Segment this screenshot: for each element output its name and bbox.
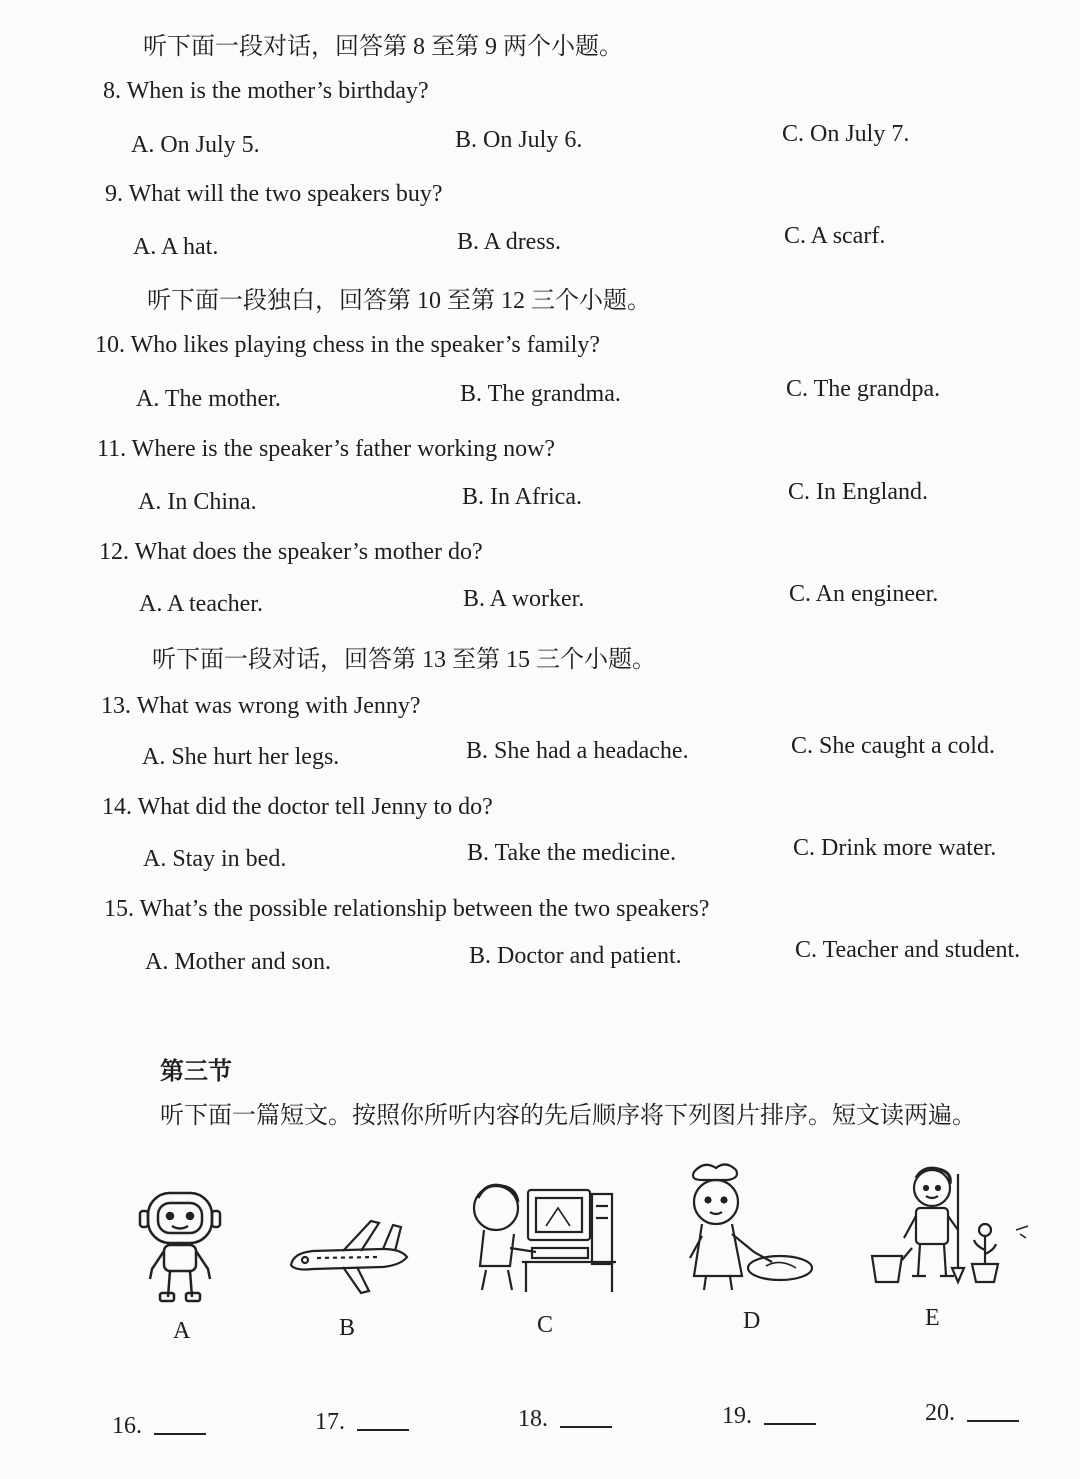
question-14: 14. What did the doctor tell Jenny to do? [102,794,493,820]
q10-option-c: C. The grandpa. [786,376,941,402]
q9-option-c: C. A scarf. [784,223,886,249]
q11-option-a: A. In China. [138,489,257,515]
instruction-8-9: 听下面一段对话，回答第 8 至第 9 两个小题。 [143,34,623,60]
q12-option-c: C. An engineer. [789,581,939,607]
picture-label-a: A [173,1318,191,1344]
answer-blank-18[interactable] [518,1406,612,1433]
answer-blank-number: 18. [518,1406,548,1432]
answer-blank-20[interactable] [925,1400,1019,1427]
q8-option-c: C. On July 7. [782,121,910,147]
answer-blank-number: 19. [722,1403,752,1429]
boy-gardening-icon [868,1160,1038,1290]
picture-label-c: C [537,1312,554,1338]
answer-blank-line[interactable] [560,1426,612,1428]
answer-blank-line[interactable] [357,1429,409,1431]
question-10: 10. Who likes playing chess in the speaker’s family? [95,332,600,358]
q10-option-b: B. The grandma. [460,381,621,407]
q13-option-a: A. She hurt her legs. [142,744,340,770]
answer-blank-number: 17. [315,1409,345,1435]
q13-option-c: C. She caught a cold. [791,733,995,759]
answer-blank-17[interactable] [315,1409,409,1436]
airplane-icon [283,1215,413,1300]
q9-option-b: B. A dress. [457,229,562,255]
answer-blank-19[interactable] [722,1403,816,1430]
answer-blank-number: 16. [112,1413,142,1439]
answer-blank-16[interactable] [112,1413,206,1440]
child-computer-icon [466,1178,621,1298]
answer-blank-number: 20. [925,1400,955,1426]
instruction-13-15: 听下面一段对话，回答第 13 至第 15 三个小题。 [152,647,656,673]
girl-cooking-icon [680,1158,820,1293]
question-11: 11. Where is the speaker’s father working now? [97,436,556,462]
instruction-10-12: 听下面一段独白，回答第 10 至第 12 三个小题。 [147,288,651,314]
question-15: 15. What’s the possible relationship between the two speakers? [104,896,710,922]
answer-blank-line[interactable] [764,1423,816,1425]
answer-blank-line[interactable] [154,1433,206,1435]
q15-option-c: C. Teacher and student. [795,937,1021,963]
picture-label-e: E [925,1305,940,1331]
section-3-instruction: 听下面一篇短文。按照你所听内容的先后顺序将下列图片排序。短文读两遍。 [160,1103,976,1129]
q12-option-a: A. A teacher. [139,591,263,617]
q15-option-a: A. Mother and son. [145,949,331,975]
question-8: 8. When is the mother’s birthday? [103,78,429,104]
q14-option-c: C. Drink more water. [793,835,997,861]
q15-option-b: B. Doctor and patient. [469,943,682,969]
question-9: 9. What will the two speakers buy? [105,181,443,207]
question-13: 13. What was wrong with Jenny? [101,693,421,719]
robot-icon [130,1185,230,1310]
q9-option-a: A. A hat. [133,234,219,260]
q12-option-b: B. A worker. [463,586,585,612]
q10-option-a: A. The mother. [136,386,281,412]
q13-option-b: B. She had a headache. [466,738,689,764]
q14-option-b: B. Take the medicine. [467,840,677,866]
section-3-title: 第三节 [160,1059,232,1085]
picture-label-d: D [743,1308,761,1334]
answer-blank-line[interactable] [967,1420,1019,1422]
q11-option-c: C. In England. [788,479,928,505]
q14-option-a: A. Stay in bed. [143,846,287,872]
q8-option-b: B. On July 6. [455,127,583,153]
q11-option-b: B. In Africa. [462,484,582,510]
question-12: 12. What does the speaker’s mother do? [99,539,483,565]
picture-label-b: B [339,1315,356,1341]
q8-option-a: A. On July 5. [131,132,260,158]
